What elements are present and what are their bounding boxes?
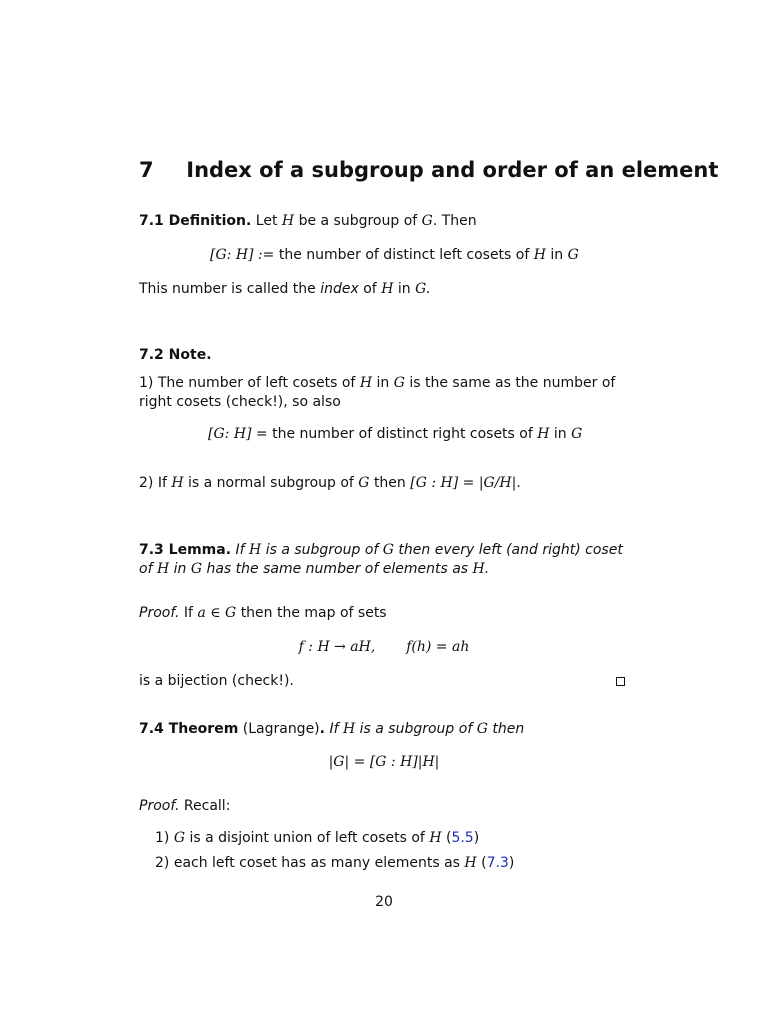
proof-label: Proof.	[139, 798, 180, 814]
definition-label: 7.1 Definition.	[139, 213, 252, 229]
math-var: G	[393, 375, 405, 391]
section-heading	[139, 156, 719, 184]
definition-7-1	[139, 212, 629, 231]
text: Let	[255, 213, 278, 229]
text: is a subgroup of	[359, 721, 473, 737]
proof-label: Proof.	[139, 605, 180, 621]
math-var: H	[156, 561, 170, 577]
text: is a normal subgroup of	[188, 475, 354, 491]
math-var: H	[281, 213, 295, 229]
math-var: H	[171, 475, 184, 491]
text: then every left (and right) coset of	[139, 542, 623, 577]
math-var: G	[421, 213, 433, 229]
list-number: 2)	[155, 855, 170, 871]
math-expression: f(h) = ah	[406, 639, 470, 655]
theorem-7-4	[139, 720, 629, 739]
text: then	[492, 721, 525, 737]
proof-7-3-equation	[139, 638, 629, 657]
math-expression: [G: H] :=	[210, 247, 275, 263]
page-number: 20	[375, 894, 393, 910]
emphasis: index	[320, 281, 359, 297]
math-var: H	[464, 855, 477, 871]
math-var: G	[190, 561, 203, 577]
text: in	[397, 281, 411, 297]
text: If	[329, 721, 339, 737]
definition-equation	[210, 246, 700, 265]
note-paragraph-2	[139, 474, 629, 493]
proof-7-4-intro	[139, 797, 629, 816]
reference-link[interactable]: 7.3	[486, 855, 509, 871]
text: This number is called the	[139, 281, 316, 297]
text: is a disjoint union of left cosets of	[189, 830, 425, 846]
qed-icon	[616, 677, 625, 686]
math-var: G	[567, 247, 579, 263]
text: . Then	[432, 213, 477, 229]
math-var: G	[415, 281, 426, 297]
text: .	[425, 281, 431, 297]
math-expression: [G : H] = |G/H|	[410, 475, 517, 491]
math-expression: a ∈ G	[197, 605, 237, 621]
list-item: 2) each left coset has as many elements as H (7.3)	[155, 855, 515, 871]
text: If	[235, 542, 245, 558]
text: then	[373, 475, 406, 491]
math-var: H	[381, 281, 394, 297]
math-var: H	[342, 721, 356, 737]
text: the number of distinct right cosets of	[272, 426, 533, 442]
math-var: H	[472, 561, 485, 577]
text: in	[553, 426, 567, 442]
note-paragraph-1	[139, 374, 629, 412]
theorem-name: (Lagrange)	[242, 721, 320, 737]
text: If	[183, 605, 193, 621]
reference-link[interactable]: 5.5	[451, 830, 474, 846]
text: each left coset has as many elements as	[173, 855, 460, 871]
theorem-equation: |G| = [G : H]|H|	[328, 754, 440, 770]
text: in	[376, 375, 390, 391]
note-label: 7.2 Note.	[139, 347, 212, 363]
text: is the same as the number of right cosets (check!), so also	[139, 375, 616, 410]
math-var: G	[382, 542, 394, 558]
text: the number of distinct left cosets of	[278, 247, 530, 263]
text: .	[319, 721, 325, 737]
text: .	[484, 561, 490, 577]
math-var: H	[249, 542, 262, 558]
definition-afterword	[139, 280, 629, 299]
math-var: H	[533, 247, 546, 263]
text: be a subgroup of	[298, 213, 418, 229]
section-title: Index of a subgroup and order of an element	[186, 158, 719, 182]
lemma-7-3	[139, 541, 629, 579]
text: then the map of sets	[240, 605, 387, 621]
section-number: 7	[139, 158, 154, 182]
proof-7-3-intro	[139, 604, 629, 623]
text: 1) The number of left cosets of	[139, 375, 356, 391]
text: is a subgroup of	[265, 542, 379, 558]
lemma-label: 7.3 Lemma.	[139, 542, 232, 558]
text: in	[173, 561, 187, 577]
math-var: G	[358, 475, 370, 491]
text: of	[363, 281, 377, 297]
text: has the same number of elements as	[206, 561, 469, 577]
text: 2) If	[139, 475, 167, 491]
math-var: G	[476, 721, 488, 737]
theorem-label: 7.4 Theorem	[139, 721, 239, 737]
math-var: H	[537, 426, 550, 442]
math-var: H	[359, 375, 373, 391]
math-expression: [G: H] =	[208, 426, 268, 442]
list-number: 1)	[155, 830, 170, 846]
math-var: H	[429, 830, 442, 846]
proof-7-3-conclusion: is a bijection (check!).	[139, 673, 294, 689]
note-equation	[208, 425, 698, 444]
text: .	[516, 475, 521, 491]
text: Recall:	[183, 798, 231, 814]
math-expression: f : H → aH,	[298, 639, 376, 655]
list-item: 1) G is a disjoint union of left cosets of H (5.5)	[155, 830, 480, 846]
text: in	[550, 247, 564, 263]
math-var: G	[173, 830, 186, 846]
math-var: G	[571, 426, 583, 442]
